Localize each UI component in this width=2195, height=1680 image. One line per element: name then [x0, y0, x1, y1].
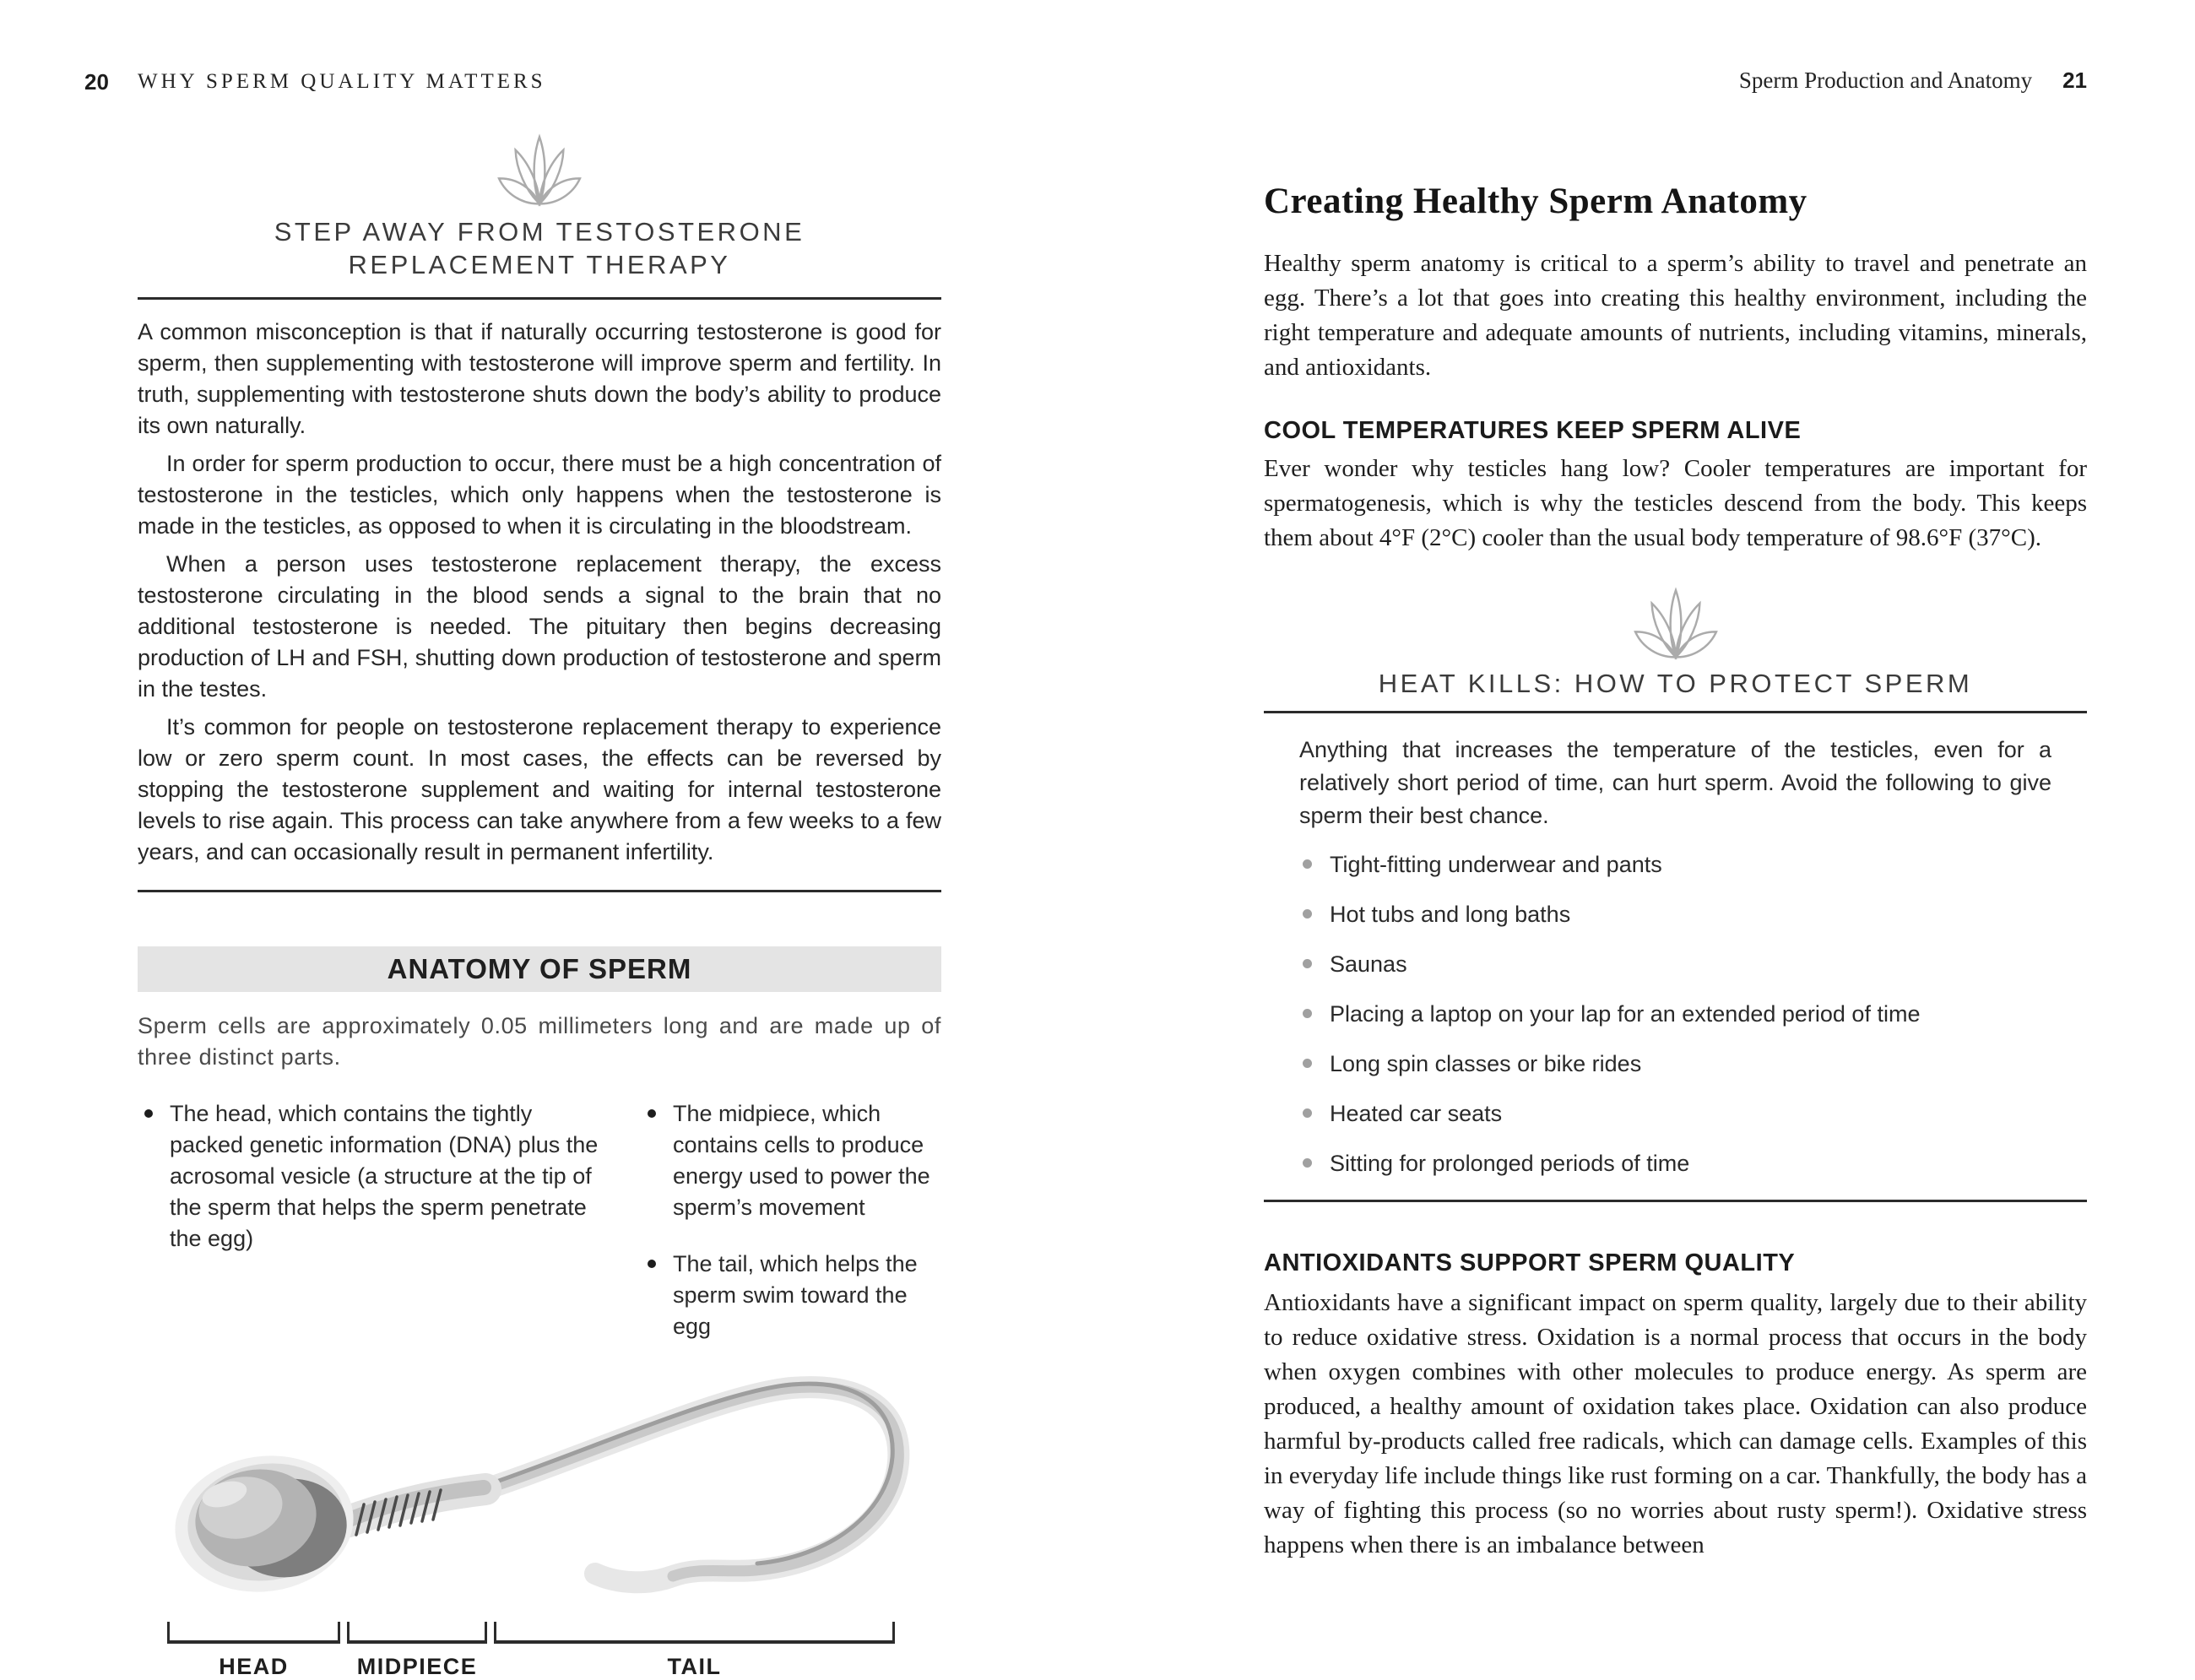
- heat-avoid-list: [1264, 849, 2087, 1179]
- heat-box-title: HEAT KILLS: HOW TO PROTECT SPERM: [1378, 668, 1973, 698]
- cool-temperatures-subhead: COOL TEMPERATURES KEEP SPERM ALIVE: [1264, 416, 1802, 444]
- antioxidants-body: Antioxidants have a significant impact on sperm quality, largely due to their ability to reduce oxidative stress. Oxidation is a normal process that occurs in the body when oxygen combines with other molecules to produce energy. As sperm are produced, a healthy amount of oxidation takes place. Oxidation can also produce harmful by-products called free radicals, which can damage cells. Examples of this in everyday life include things like rust forming on a car. Thankfully, the body has a way of fighting this process (so no worries about rusty sperm!). Oxidative stress happens when there is an imbalance between: [1264, 1288, 2087, 1558]
- list-item: Hot tubs and long baths: [1299, 899, 2087, 930]
- section-heading: Creating Healthy Sperm Anatomy: [1264, 182, 1807, 221]
- diagram-label-tail: TAIL: [667, 1653, 722, 1679]
- left-running-head: WHY SPERM QUALITY MATTERS: [138, 70, 546, 93]
- rule-under-heat-title: [1264, 711, 2087, 713]
- list-item: Heated car seats: [1299, 1098, 2087, 1130]
- lotus-icon-wrap: [1264, 580, 2087, 661]
- bracket-group-midpiece: [347, 1622, 487, 1680]
- bracket-group-tail: [494, 1622, 895, 1680]
- lotus-icon: [484, 127, 595, 208]
- list-item: Tight-fitting underwear and pants: [1299, 849, 2087, 881]
- anatomy-heading: ANATOMY OF SPERM: [387, 952, 692, 984]
- page-right: [1264, 68, 2087, 1587]
- bracket-tail: [494, 1622, 895, 1644]
- trt-box-title-line1: STEP AWAY FROM TESTOSTERONE: [274, 217, 805, 247]
- list-item: The head, which contains the tightly packed genetic information (DNA) plus the acrosomal vesicle (a structure at the tip of the sperm that helps the sperm penetrate the egg): [138, 1098, 610, 1255]
- heat-box-intro: Anything that increases the temperature of the testicles, even for a relatively short period of time, can hurt sperm. Avoid the following to give sperm their best chance.: [1299, 736, 2051, 828]
- list-item: Saunas: [1299, 949, 2087, 980]
- rule-under-trt-title: [138, 297, 941, 300]
- paragraph: When a person uses testosterone replacement therapy, the excess testosterone circulating in the blood sends a signal to the brain that no additional testosterone is needed. The pituitary then begins decreasing production of LH and FSH, shutting down production of testosterone and sperm in the testes.: [138, 550, 941, 702]
- lotus-icon: [1620, 580, 1732, 661]
- list-item: Sitting for prolonged periods of time: [1299, 1148, 2087, 1179]
- list-item: Placing a laptop on your lap for an extended period of time: [1299, 999, 2087, 1030]
- right-running-head-row: [1264, 68, 2087, 96]
- list-item: The tail, which helps the sperm swim toward the egg: [641, 1249, 941, 1342]
- bracket-group-head: [167, 1622, 340, 1680]
- anatomy-bullets-col1: [138, 1098, 610, 1368]
- left-page-number: 20: [84, 69, 109, 95]
- trt-box-paragraphs: [138, 317, 941, 868]
- cool-temperatures-body: Ever wonder why testicles hang low? Cooler temperatures are important for spermatogenesis, which is why the testicles descend from the body. This keeps them about 4°F (2°C) cooler than the usual body temperature of 98.6°F (37°C).: [1264, 454, 2087, 551]
- antioxidants-subhead: ANTIOXIDANTS SUPPORT SPERM QUALITY: [1264, 1249, 1796, 1276]
- sperm-illustration: [138, 1359, 941, 1680]
- rule-trt-box-bottom: [138, 890, 941, 892]
- lotus-icon-wrap: [138, 127, 941, 208]
- diagram-label-head: HEAD: [219, 1653, 289, 1679]
- sperm-cell-drawing: [138, 1359, 940, 1612]
- section-intro: Healthy sperm anatomy is critical to a sperm’s ability to travel and penetrate an egg. There’s a lot that goes into creating this healthy environment, including the right temperature and adequate amounts of nutrients, including vitamins, minerals, and antioxidants.: [1264, 249, 2087, 381]
- left-running-head-row: [84, 68, 941, 96]
- paragraph: It’s common for people on testosterone replacement therapy to experience low or zero sperm count. In most cases, the effects can be reversed by stopping the testosterone supplement and waiting for internal testosterone levels to rise again. This process can take anywhere from a few weeks to a few years, and can occasionally result in permanent infertility.: [138, 713, 941, 864]
- diagram-label-midpiece: MIDPIECE: [356, 1653, 478, 1679]
- anatomy-intro: Sperm cells are approximately 0.05 millimeters long and are made up of three distinct parts.: [138, 1012, 941, 1070]
- list-item: The midpiece, which contains cells to produce energy used to power the sperm’s movement: [641, 1098, 941, 1223]
- right-page-number: 21: [2062, 68, 2087, 93]
- anatomy-bullets-col2: [641, 1098, 941, 1368]
- bracket-head: [167, 1622, 340, 1644]
- page-left: [84, 68, 941, 1680]
- trt-box-title-line2: REPLACEMENT THERAPY: [348, 249, 731, 279]
- paragraph: In order for sperm production to occur, there must be a high concentration of testosterone in the testicles, which only happens when the testosterone is made in the testicles, as opposed to when it is circulating in the bloodstream.: [138, 450, 941, 539]
- trt-box-title: [138, 216, 941, 282]
- anatomy-heading-bar: [138, 946, 941, 992]
- bracket-midpiece: [347, 1622, 487, 1644]
- diagram-brackets: [167, 1622, 941, 1680]
- paragraph: A common misconception is that if naturally occurring testosterone is good for sperm, then supplementing with testosterone will improve sperm and fertility. In truth, supplementing with testosterone shuts down the body’s ability to produce its own naturally.: [138, 318, 941, 438]
- right-running-head: Sperm Production and Anatomy: [1738, 68, 2033, 93]
- rule-heat-box-bottom: [1264, 1200, 2087, 1202]
- list-item: Long spin classes or bike rides: [1299, 1049, 2087, 1080]
- anatomy-bullet-columns: [138, 1098, 941, 1368]
